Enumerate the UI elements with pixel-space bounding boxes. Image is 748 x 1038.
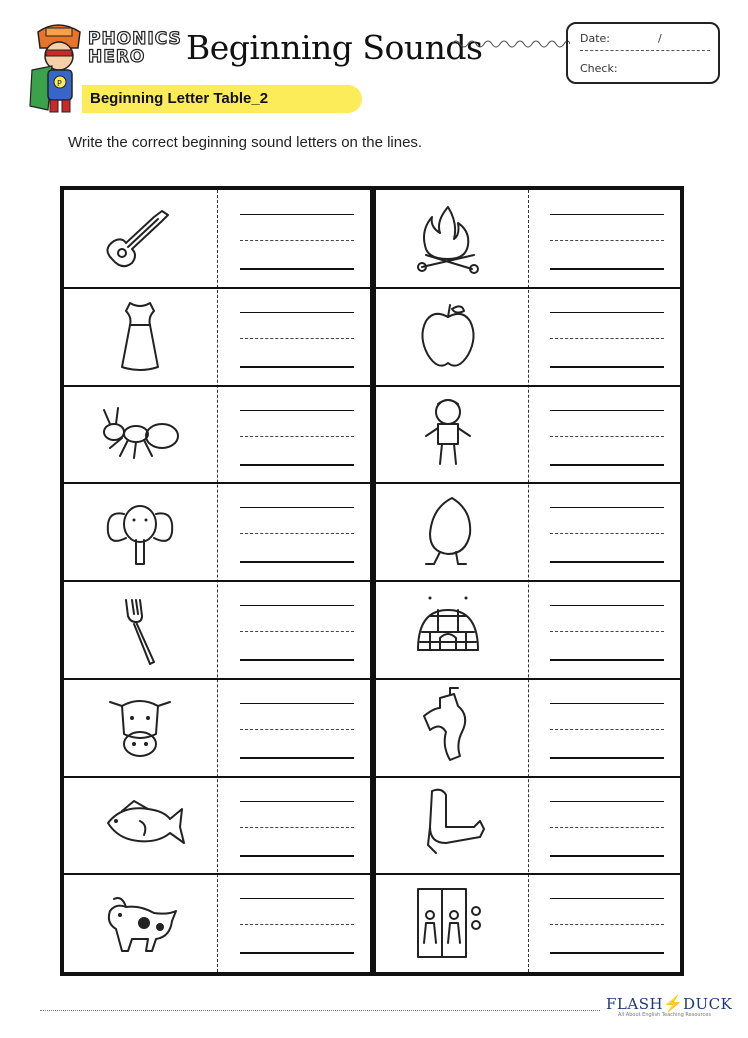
ant-icon [92, 392, 188, 476]
writing-line-top [240, 214, 354, 215]
date-row [580, 32, 710, 51]
cow-icon [92, 686, 188, 770]
writing-line-base [550, 464, 664, 466]
worksheet-table [60, 186, 684, 976]
row-divider [64, 580, 680, 582]
row-divider [64, 776, 680, 778]
writing-line-top [240, 801, 354, 802]
left-writing-lines[interactable] [240, 214, 354, 274]
writing-line-mid [550, 827, 664, 828]
right-writing-lines[interactable] [550, 410, 664, 470]
writing-line-base [240, 464, 354, 466]
fork-icon [92, 588, 188, 672]
right-writing-lines[interactable] [550, 507, 664, 567]
date-label: Date: [580, 32, 610, 45]
instructions: Write the correct beginning sound letters on the lines. [68, 134, 423, 151]
logo-tagline: All About English Teaching Resources [618, 1012, 711, 1018]
right-writing-lines[interactable] [550, 898, 664, 958]
writing-line-base [240, 366, 354, 368]
writing-line-base [240, 268, 354, 270]
brand-logo [88, 30, 180, 70]
wavy-divider [452, 36, 570, 52]
writing-line-mid [240, 338, 354, 339]
guitar-icon [92, 197, 188, 281]
left-writing-lines[interactable] [240, 703, 354, 763]
writing-line-top [550, 507, 664, 508]
writing-line-mid [550, 631, 664, 632]
writing-line-base [240, 855, 354, 857]
writing-line-mid [550, 338, 664, 339]
writing-line-top [550, 898, 664, 899]
writing-line-top [550, 801, 664, 802]
writing-line-top [240, 605, 354, 606]
apple-icon [400, 295, 496, 379]
right-writing-lines[interactable] [550, 214, 664, 274]
subtitle: Beginning Letter Table_2 [90, 90, 269, 107]
dog-icon [92, 881, 188, 965]
writing-line-base [550, 366, 664, 368]
writing-line-mid [550, 533, 664, 534]
flashduck-logo [606, 994, 733, 1024]
dress-icon [92, 295, 188, 379]
writing-line-top [240, 898, 354, 899]
writing-line-top [240, 410, 354, 411]
brand-line-2: HERO [88, 47, 146, 67]
writing-line-mid [240, 827, 354, 828]
writing-line-base [240, 952, 354, 954]
right-writing-lines[interactable] [550, 703, 664, 763]
egg-icon [400, 490, 496, 574]
writing-line-mid [240, 533, 354, 534]
left-writing-lines[interactable] [240, 605, 354, 665]
writing-line-mid [550, 924, 664, 925]
alligator-icon [400, 686, 496, 770]
writing-line-mid [550, 729, 664, 730]
writing-line-base [550, 659, 664, 661]
right-writing-lines[interactable] [550, 312, 664, 372]
writing-line-mid [550, 240, 664, 241]
left-writing-lines[interactable] [240, 507, 354, 567]
writing-line-base [550, 855, 664, 857]
writing-line-base [550, 268, 664, 270]
writing-line-top [550, 312, 664, 313]
fish-icon [92, 783, 188, 867]
writing-line-top [240, 507, 354, 508]
boy-icon [400, 392, 496, 476]
bolt-icon: ⚡ [663, 994, 683, 1013]
check-row [580, 62, 618, 75]
writing-line-top [550, 214, 664, 215]
writing-line-base [240, 757, 354, 759]
page-title: Beginning Sounds [186, 28, 483, 67]
writing-line-mid [550, 436, 664, 437]
row-divider [64, 482, 680, 484]
right-writing-lines[interactable] [550, 801, 664, 861]
date-separator: / [658, 32, 662, 45]
writing-line-base [550, 561, 664, 563]
left-writing-lines[interactable] [240, 410, 354, 470]
svg-text:P: P [57, 79, 62, 88]
writing-line-top [550, 703, 664, 704]
elephant-icon [92, 490, 188, 574]
left-writing-lines[interactable] [240, 898, 354, 958]
logo-right: DUCK [682, 995, 733, 1013]
check-label: Check: [580, 62, 618, 75]
elevator-icon [400, 881, 496, 965]
writing-line-top [550, 410, 664, 411]
writing-line-base [240, 659, 354, 661]
logo-left: FLASH [606, 995, 664, 1013]
igloo-icon [400, 588, 496, 672]
writing-line-mid [240, 924, 354, 925]
row-divider [64, 385, 680, 387]
writing-line-mid [240, 631, 354, 632]
writing-line-mid [240, 240, 354, 241]
footer-rule [40, 1010, 600, 1011]
row-divider [64, 873, 680, 875]
left-writing-lines[interactable] [240, 801, 354, 861]
row-divider [64, 678, 680, 680]
writing-line-top [240, 312, 354, 313]
row-divider [64, 287, 680, 289]
writing-line-top [550, 605, 664, 606]
writing-line-base [240, 561, 354, 563]
right-writing-lines[interactable] [550, 605, 664, 665]
date-check-box [566, 22, 720, 84]
subtitle-bar [82, 85, 362, 113]
left-writing-lines[interactable] [240, 312, 354, 372]
writing-line-top [240, 703, 354, 704]
writing-line-base [550, 952, 664, 954]
elbow-icon [400, 783, 496, 867]
writing-line-base [550, 757, 664, 759]
brand-line-1: PHONICS [88, 29, 182, 49]
writing-line-mid [240, 436, 354, 437]
fire-icon [400, 197, 496, 281]
writing-line-mid [240, 729, 354, 730]
